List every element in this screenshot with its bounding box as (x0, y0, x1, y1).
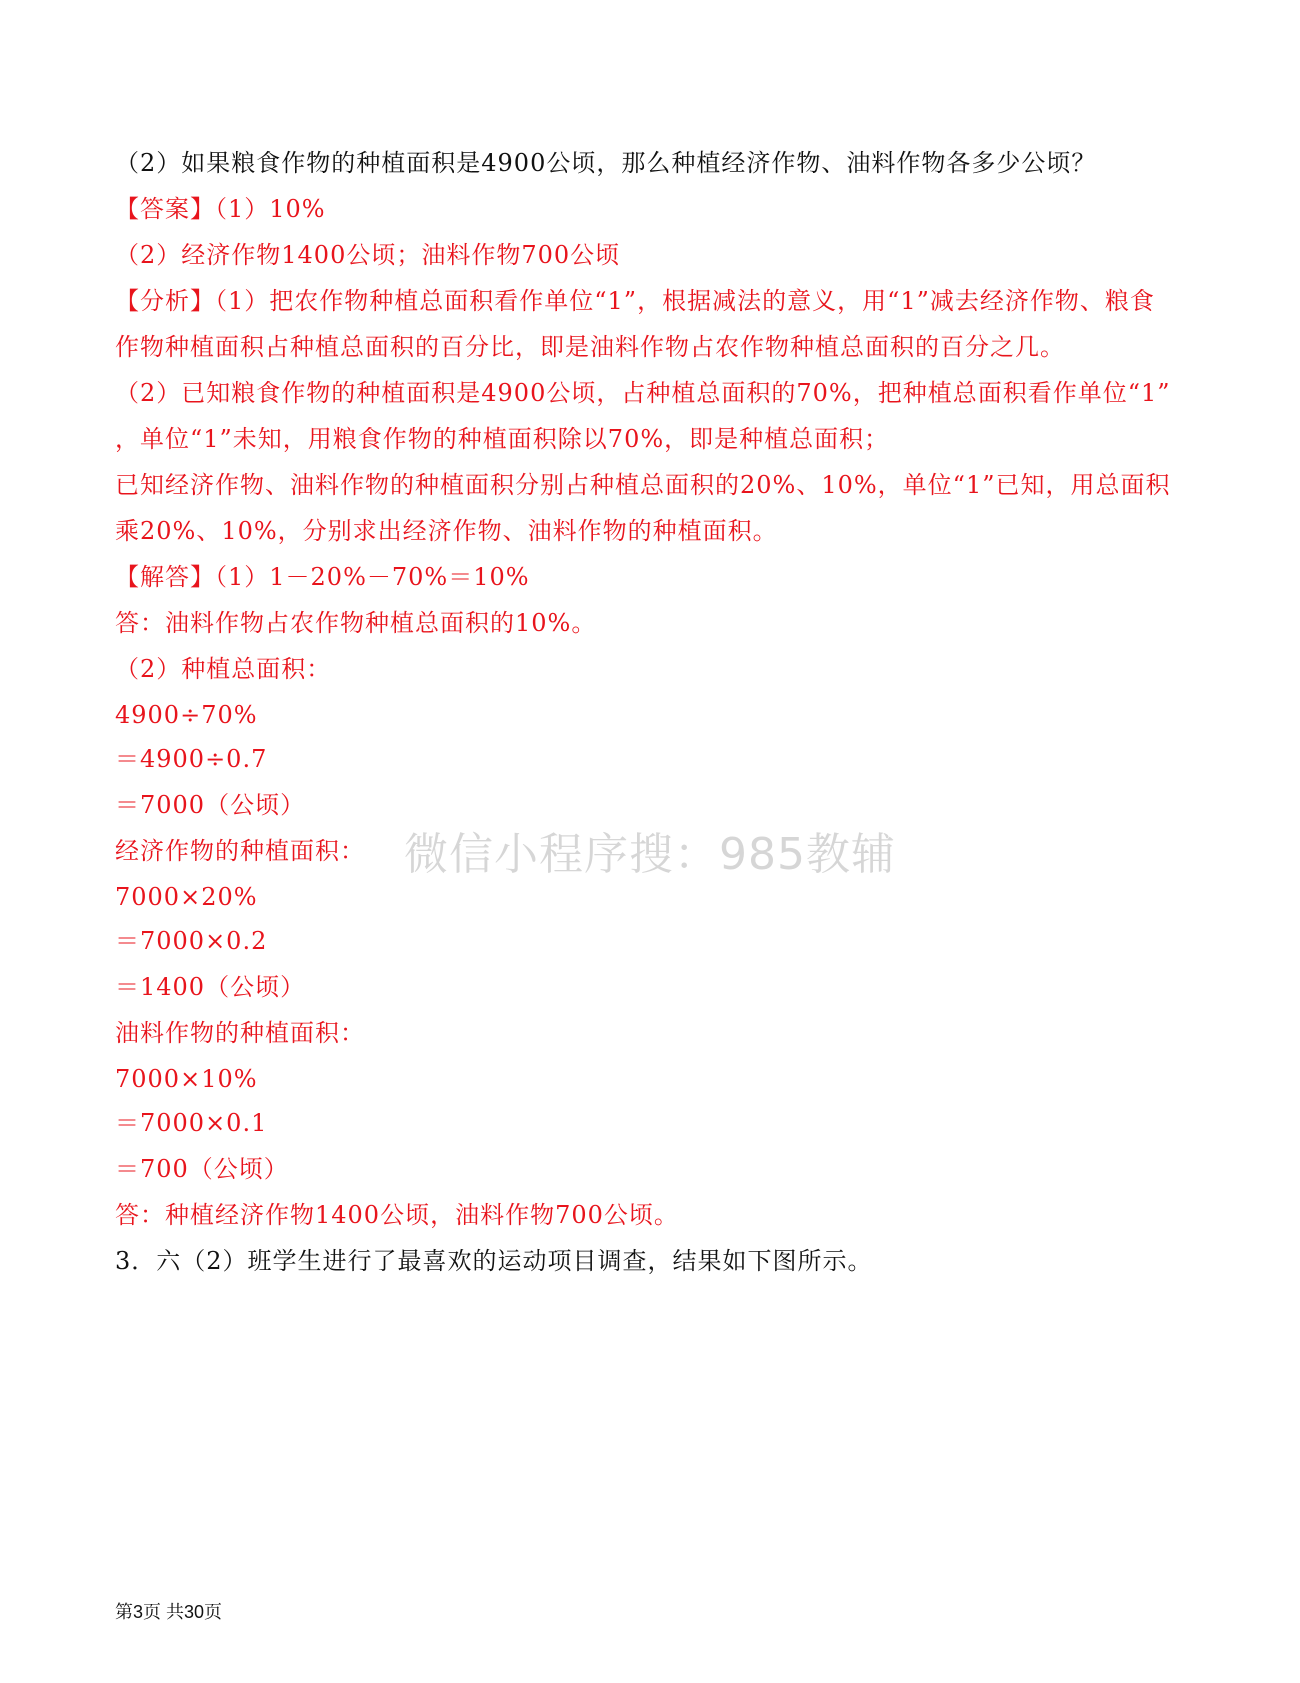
solution-line-8: 7000×20% (115, 883, 258, 911)
question-2-text: （2）如果粮食作物的种植面积是4900公顷，那么种植经济作物、油料作物各多少公顷？ (115, 149, 1097, 177)
analysis-line-2: 作物种植面积占种植总面积的百分比，即是油料作物占农作物种植总面积的百分之几。 (115, 333, 1065, 361)
analysis-line-3: （2）已知粮食作物的种植面积是4900公顷，占种植总面积的70%，把种植总面积看作单位“1” (115, 379, 1171, 407)
solution-line-10: ＝1400（公顷） (115, 973, 306, 1001)
solution-line-14: ＝700（公顷） (115, 1155, 289, 1183)
solution-line-3: （2）种植总面积： (115, 655, 332, 683)
solution-line-6: ＝7000（公顷） (115, 791, 306, 819)
solution-line-7: 经济作物的种植面积： (115, 837, 365, 865)
solution-line-5: ＝4900÷0.7 (115, 745, 268, 773)
answer-line-2: （2）经济作物1400公顷；油料作物700公顷 (115, 241, 621, 269)
answer-line-1: 【答案】（1）10% (115, 195, 326, 223)
question-3-text: 3．六（2）班学生进行了最喜欢的运动项目调查，结果如下图所示。 (115, 1247, 873, 1275)
watermark: 微信小程序搜：985教辅 (404, 829, 896, 880)
analysis-line-4: ，单位“1”未知，用粮食作物的种植面积除以70%，即是种植总面积； (115, 425, 890, 453)
solution-line-11: 油料作物的种植面积： (115, 1019, 365, 1047)
solution-line-4: 4900÷70% (115, 701, 258, 729)
page-number-footer: 第3页 共30页 (115, 1602, 223, 1622)
solution-line-2: 答：油料作物占农作物种植总面积的10%。 (115, 609, 597, 637)
solution-line-9: ＝7000×0.2 (115, 927, 268, 955)
analysis-line-6: 乘20%、10%，分别求出经济作物、油料作物的种植面积。 (115, 517, 778, 545)
analysis-line-1: 【分析】（1）把农作物种植总面积看作单位“1”，根据减法的意义，用“1”减去经济作物、粮食 (115, 287, 1155, 315)
solution-line-15: 答：种植经济作物1400公顷，油料作物700公顷。 (115, 1201, 679, 1229)
solution-line-12: 7000×10% (115, 1065, 258, 1093)
analysis-line-5: 已知经济作物、油料作物的种植面积分别占种植总面积的20%、10%，单位“1”已知，用总面积 (115, 471, 1171, 499)
solution-line-13: ＝7000×0.1 (115, 1109, 268, 1137)
solution-line-1: 【解答】（1）1－20%－70%＝10% (115, 563, 530, 591)
